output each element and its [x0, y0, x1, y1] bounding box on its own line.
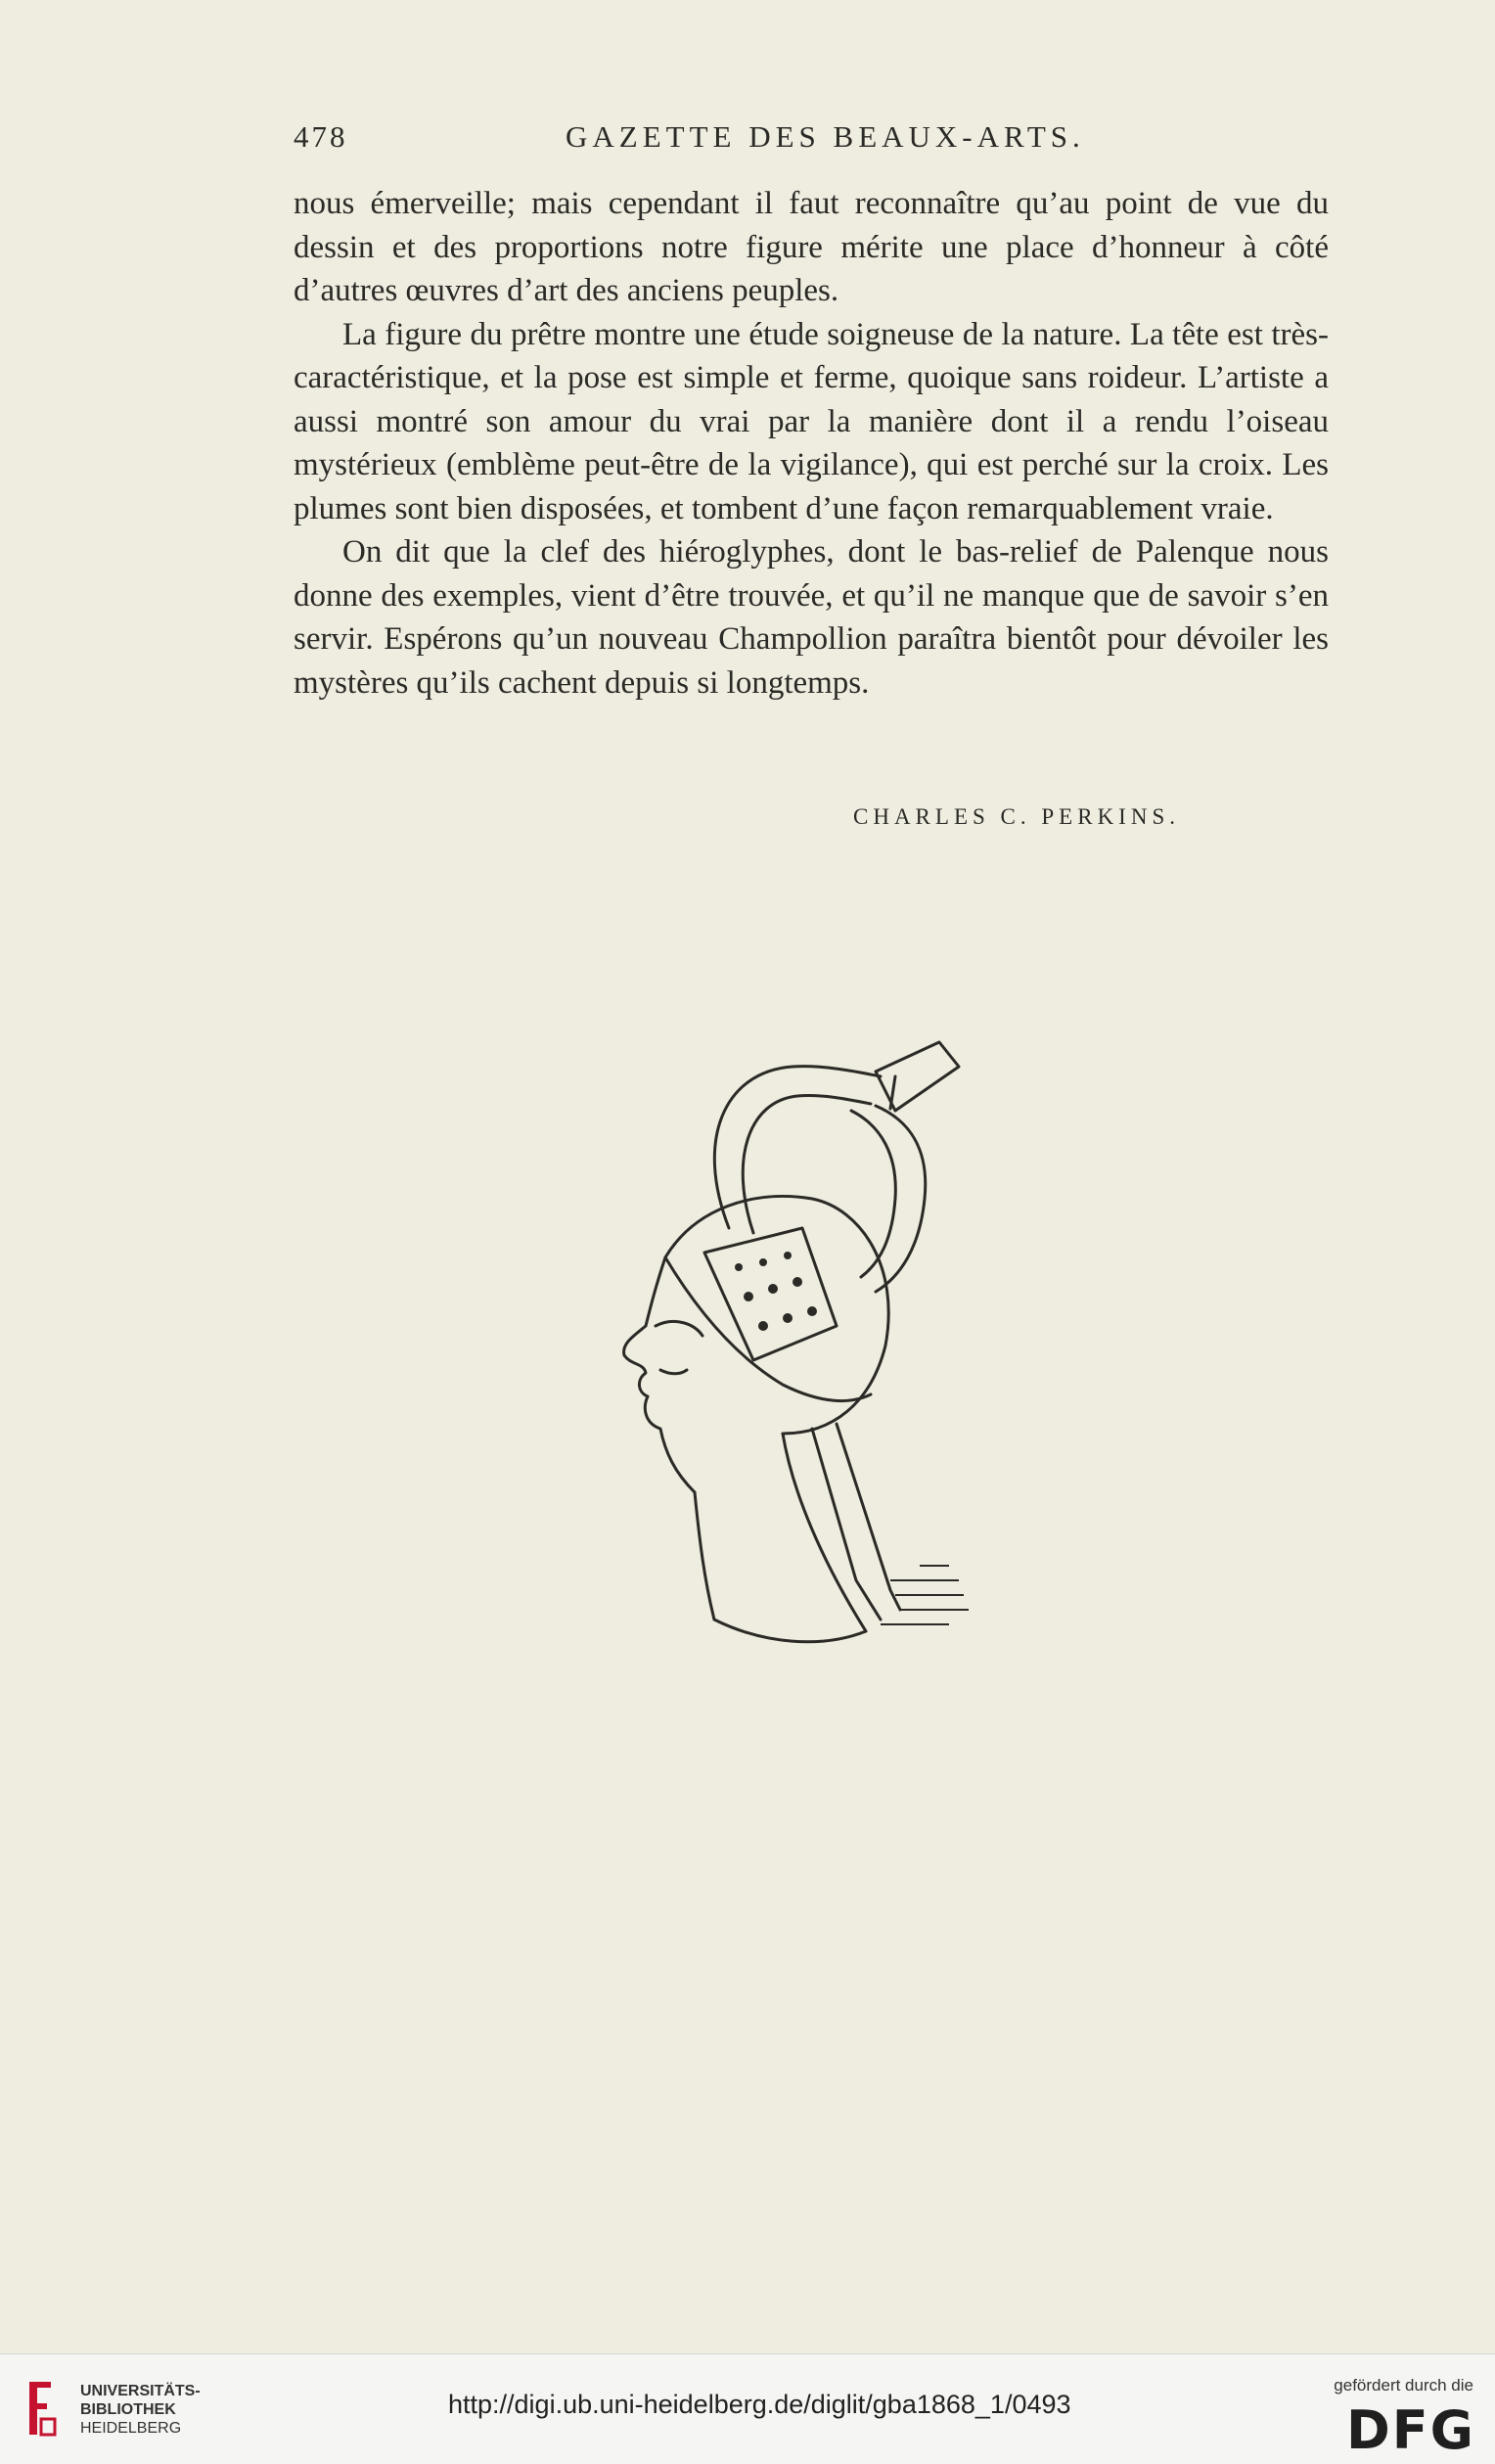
vessel-engraving-icon: [528, 1032, 1057, 1659]
page-number: 478: [294, 119, 348, 154]
library-name: UNIVERSITÄTS- BIBLIOTHEK HEIDELBERG: [80, 2383, 201, 2437]
running-header: [294, 119, 1331, 168]
funding-caption: gefördert durch die: [1334, 2376, 1473, 2395]
dfg-logo: DFG: [1345, 2399, 1475, 2461]
article-body: [294, 182, 1329, 705]
permalink-url[interactable]: http://digi.ub.uni-heidelberg.de/diglit/gba1868_1/0493: [448, 2390, 1071, 2419]
author-signature: CHARLES C. PERKINS.: [853, 804, 1180, 829]
paragraph-2: La figure du prêtre montre une étude soigneuse de la nature. La tête est très-caractéristique, et la pose est simple et ferme, quoique sans roideur. L’artiste a aussi montré son amour du vrai par la manière dont il a rendu l’oiseau mystérieux (emblème peut-être de la vigilance), qui est perché sur la croix. Les plumes sont bien disposées, et tombent d’une façon remarquablement vraie.: [294, 316, 1329, 526]
paragraph-1: nous émerveille; mais cependant il faut reconnaître qu’au point de vue du dessin et des proportions notre figure mérite une place d’honneur à côté d’autres œuvres d’art des anciens peuples.: [294, 186, 1329, 308]
digitization-footer: [0, 2353, 1495, 2464]
journal-title: GAZETTE DES BEAUX-ARTS.: [566, 119, 1085, 154]
university-library-logo-icon: [22, 2374, 61, 2442]
paragraph-3: On dit que la clef des hiéroglyphes, dont le bas-relief de Palenque nous donne des exemples, vient d’être trouvée, et qu’il ne manque que de savoir s’en servir. Espérons qu’un nouveau Champollion paraîtra bientôt pour dévoiler les mystères qu’ils cachent depuis si longtemps.: [294, 534, 1329, 701]
